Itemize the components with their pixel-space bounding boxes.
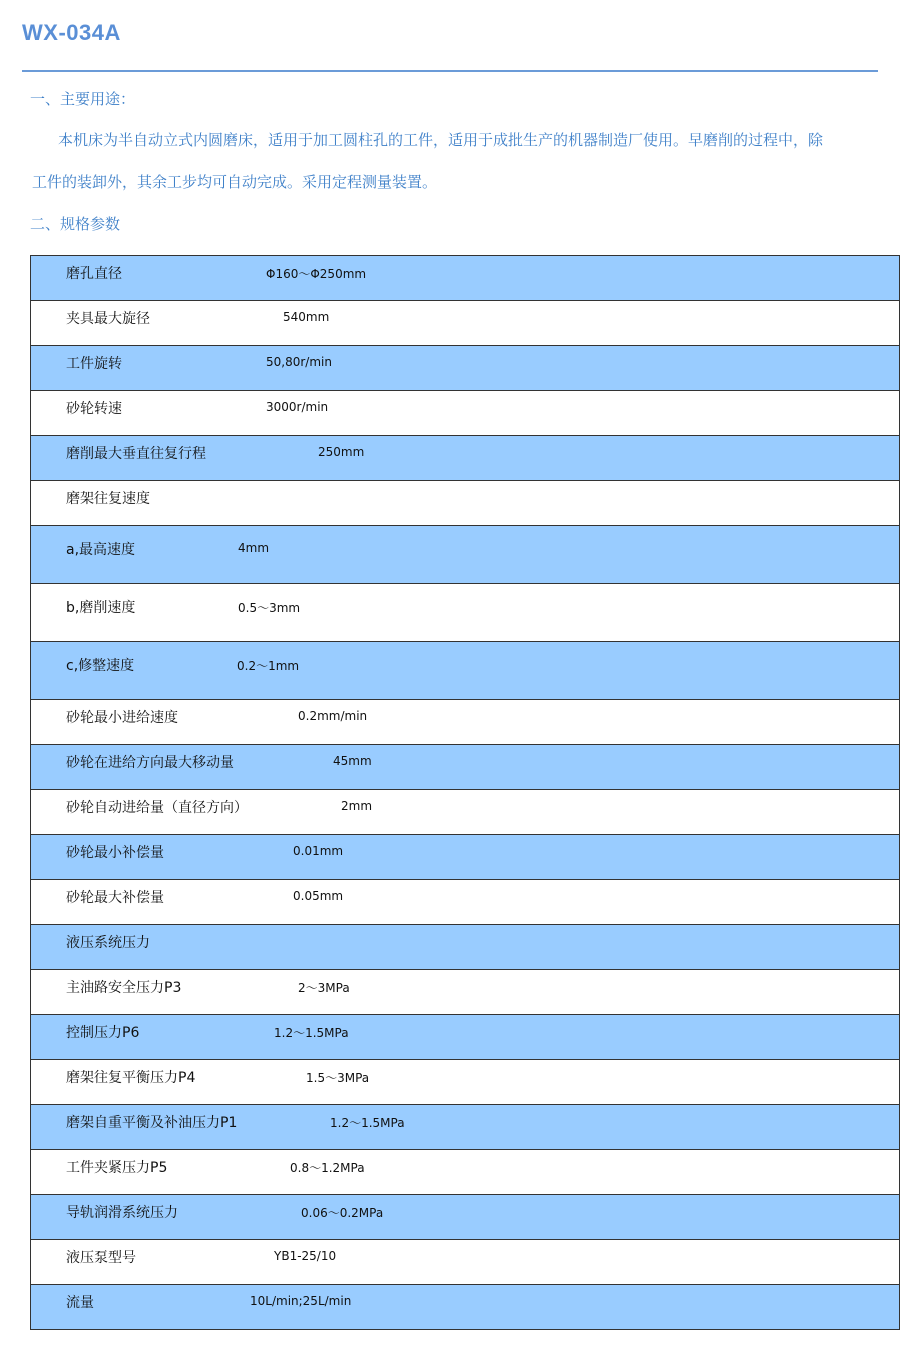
spec-label: a,最高速度: [66, 542, 136, 558]
section-heading-specs: 二、规格参数: [30, 215, 121, 233]
spec-label: 砂轮自动进给量（直径方向）: [66, 800, 248, 816]
table-row: [31, 584, 900, 642]
table-row: [31, 1240, 900, 1285]
spec-label: c,修整速度: [66, 658, 135, 674]
spec-table: [30, 255, 900, 1330]
spec-value: 0.5～3mm: [238, 601, 301, 615]
spec-value: 1.5～3MPa: [306, 1071, 370, 1085]
table-row: [31, 391, 900, 436]
spec-label: 液压泵型号: [66, 1250, 136, 1266]
table-row: [31, 642, 900, 700]
spec-label: 夹具最大旋径: [66, 311, 150, 327]
table-row: [31, 1015, 900, 1060]
spec-value: 1.2～1.5MPa: [274, 1026, 349, 1040]
table-row: [31, 1060, 900, 1105]
table-row: [31, 301, 900, 346]
spec-label: b,磨削速度: [66, 600, 136, 616]
spec-value: 2～3MPa: [298, 981, 350, 995]
table-row: [31, 880, 900, 925]
spec-value: 0.06～0.2MPa: [301, 1206, 384, 1220]
spec-label: 磨削最大垂直往复行程: [66, 446, 206, 462]
table-row: [31, 970, 900, 1015]
spec-value: 0.2～1mm: [237, 659, 300, 673]
table-row: [31, 1285, 900, 1330]
spec-value: Φ160～Φ250mm: [266, 267, 367, 281]
title-divider: [22, 70, 878, 72]
table-row: [31, 1150, 900, 1195]
spec-value: 250mm: [318, 445, 365, 459]
table-row: [31, 790, 900, 835]
table-row: [31, 835, 900, 880]
table-row: [31, 925, 900, 970]
spec-label: 磨架往复速度: [66, 491, 150, 507]
spec-label: 砂轮最大补偿量: [66, 890, 164, 906]
spec-value: 0.01mm: [293, 844, 344, 858]
spec-label: 工件夹紧压力P5: [66, 1160, 168, 1176]
table-row: [31, 346, 900, 391]
table-row: [31, 700, 900, 745]
table-row: [31, 1105, 900, 1150]
spec-value: 50,80r/min: [266, 355, 332, 369]
spec-label: 砂轮最小进给速度: [66, 710, 178, 726]
spec-value: 0.8～1.2MPa: [290, 1161, 365, 1175]
spec-value: 0.05mm: [293, 889, 344, 903]
purpose-paragraph-line-2: 工件的装卸外，其余工步均可自动完成。采用定程测量装置。: [32, 173, 438, 191]
spec-label: 砂轮最小补偿量: [66, 845, 164, 861]
spec-value: 0.2mm/min: [298, 709, 368, 723]
spec-value: YB1-25/10: [274, 1249, 337, 1263]
spec-label: 液压系统压力: [66, 935, 150, 951]
spec-value: 3000r/min: [266, 400, 329, 414]
spec-label: 磨架自重平衡及补油压力P1: [66, 1115, 238, 1131]
table-row: [31, 481, 900, 526]
spec-label: 主油路安全压力P3: [66, 980, 182, 996]
spec-value: 1.2～1.5MPa: [330, 1116, 405, 1130]
page-title: WX-034A: [22, 20, 121, 45]
spec-value: 4mm: [238, 541, 270, 555]
spec-value: 10L/min;25L/min: [250, 1294, 352, 1308]
table-row: [31, 256, 900, 301]
spec-label: 控制压力P6: [66, 1025, 140, 1041]
spec-label: 流量: [66, 1295, 94, 1311]
table-row: [31, 436, 900, 481]
spec-label: 砂轮在进给方向最大移动量: [66, 755, 234, 771]
spec-label: 磨孔直径: [66, 266, 122, 282]
table-row: [31, 1195, 900, 1240]
section-heading-purpose: 一、主要用途：: [30, 90, 136, 108]
spec-value: 2mm: [341, 799, 373, 813]
spec-value: 540mm: [283, 310, 330, 324]
spec-label: 磨架往复平衡压力P4: [66, 1070, 196, 1086]
spec-value: 45mm: [333, 754, 372, 768]
spec-label: 工件旋转: [66, 356, 122, 372]
table-row: [31, 526, 900, 584]
spec-label: 砂轮转速: [66, 401, 122, 417]
spec-label: 导轨润滑系统压力: [66, 1205, 178, 1221]
table-row: [31, 745, 900, 790]
purpose-paragraph-line-1: 本机床为半自动立式内圆磨床，适用于加工圆柱孔的工件，适用于成批生产的机器制造厂使用。早磨削的过程中，除: [58, 131, 824, 149]
